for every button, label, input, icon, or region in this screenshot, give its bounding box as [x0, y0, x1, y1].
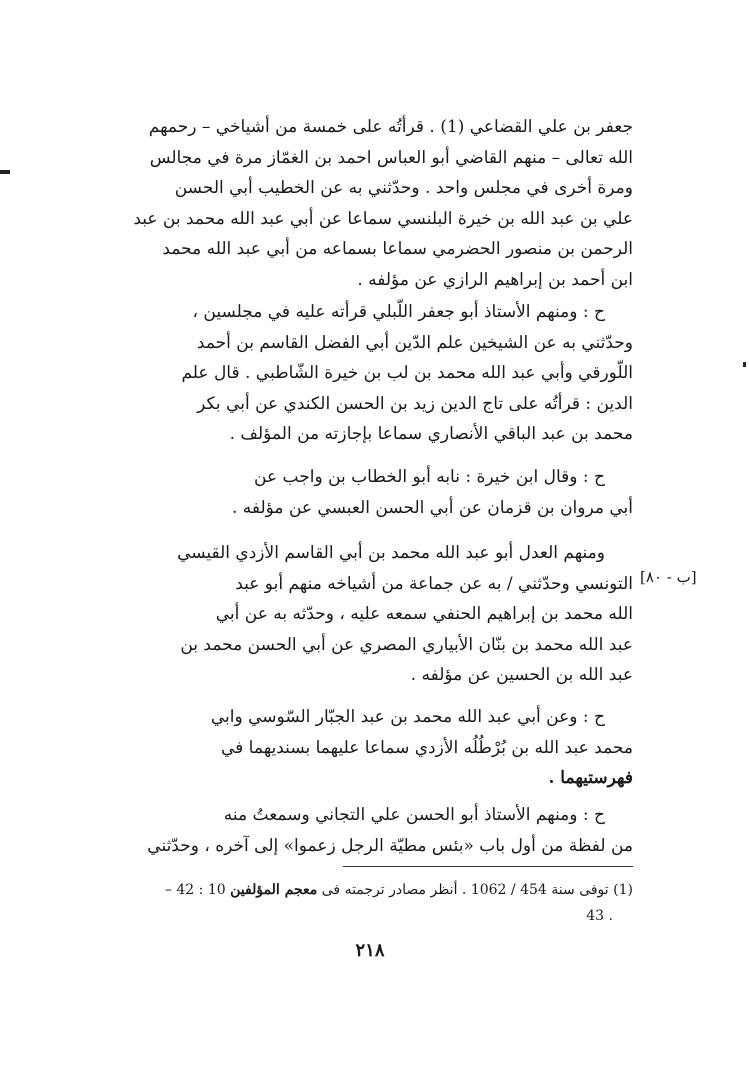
text-line: اللّورقي وأبي عبد الله محمد بن لب بن خيرة الشّاطبي . قال علم — [181, 363, 633, 383]
footnote-line — [103, 877, 633, 903]
text-line: أبي مروان بن قزمان عن أبي الحسن العبسي عن مؤلفه . — [231, 497, 633, 518]
text-line: فهرستيهما . — [548, 768, 633, 788]
footnote-reference: 10 : 42 – — [164, 882, 226, 898]
text-line: التونسي وحدّثني / به عن جماعة من أشياخه منهم أبو عبد — [235, 573, 633, 594]
text-line: الله تعالى – منهم القاضي أبو العباس احمد بن الغمّاز مرة في مجالس — [149, 147, 633, 168]
text-line: علي بن عبد الله بن خيرة البلنسي سماعا عن أبي عبد الله محمد بن عبد — [133, 208, 633, 229]
text-line: جعفر بن علي القضاعي (1) . قرأتُه على خمسة من أشياخي – رحمهم — [148, 117, 633, 137]
paragraph-2 — [103, 297, 633, 450]
folio-margin-note: [۸۰ - ب] — [640, 568, 697, 586]
text-line: محمد عبد الله بن بُرْطُلُه الأزدي سماعا عليهما بسنديهما في — [220, 737, 633, 758]
footnote-divider — [343, 866, 633, 867]
text-line: ابن أحمد بن إبراهيم الرازي عن مؤلفه . — [357, 269, 633, 290]
text-line: ومنهم العدل أبو عبد الله محمد بن أبي القاسم الأزدي القيسي — [177, 543, 605, 563]
text-line: وحدّثني به عن الشيخين علم الدّين أبي الفضل القاسم بن أحمد — [196, 332, 633, 353]
paragraph-5 — [103, 702, 633, 794]
text-line: ح : وقال ابن خيرة : نابه أبو الخطاب بن واجب عن — [254, 467, 605, 487]
footnote-text: توفى سنة 454 / 1062 . أنظر مصادر ترجمته فى — [321, 882, 609, 898]
paragraph-3 — [103, 462, 633, 523]
text-line: عبد الله محمد بن بنّان الأبياري المصري عن أبي الحسن محمد بن — [180, 634, 633, 655]
paragraph-6 — [103, 800, 633, 861]
text-line: ومرة أخرى في مجلس واحد . وحدّثني به عن الخطيب أبي الحسن — [174, 178, 633, 198]
text-line: محمد بن عبد الباقي الأنصاري سماعا بإجازته من المؤلف . — [229, 424, 633, 444]
text-line: ح : ومنهم الأستاذ أبو الحسن علي التجاني وسمعتُ منه — [223, 805, 605, 825]
text-line: ح : وعن أبي عبد الله محمد بن عبد الجبّار السّوسي وابي — [210, 707, 605, 727]
text-line: عبد الله بن الحسين عن مؤلفه . — [410, 665, 633, 685]
scan-edge-mark — [743, 362, 746, 367]
text-line: ح : ومنهم الأستاذ أبو جعفر اللّبلي قرأته عليه في مجلسين ، — [192, 302, 605, 322]
text-line: الرحمن بن منصور الحضرمي سماعا بسماعه من أبي عبد الله محمد — [162, 239, 633, 259]
paragraph-1 — [103, 112, 633, 295]
text-line: الدين : قرأتُه على تاج الدين زيد بن الحسن الكندي عن أبي بكر — [197, 393, 633, 414]
text-line: الله محمد بن إبراهيم الحنفي سمعه عليه ، وحدّثه به عن أبي — [215, 604, 633, 624]
footnote-source-title: معجم المؤلفين — [230, 882, 318, 898]
scan-edge-mark — [0, 170, 10, 174]
footnote-marker: (1) — [613, 882, 633, 898]
page-number: ٢١٨ — [355, 940, 385, 961]
footnote-line: . 43 — [586, 908, 613, 924]
footnote — [103, 877, 633, 929]
text-line: من لفظة من أول باب «بئس مطيّة الرجل زعموا» إلى آخره ، وحدّثني — [147, 835, 633, 856]
paragraph-4 — [103, 538, 633, 691]
